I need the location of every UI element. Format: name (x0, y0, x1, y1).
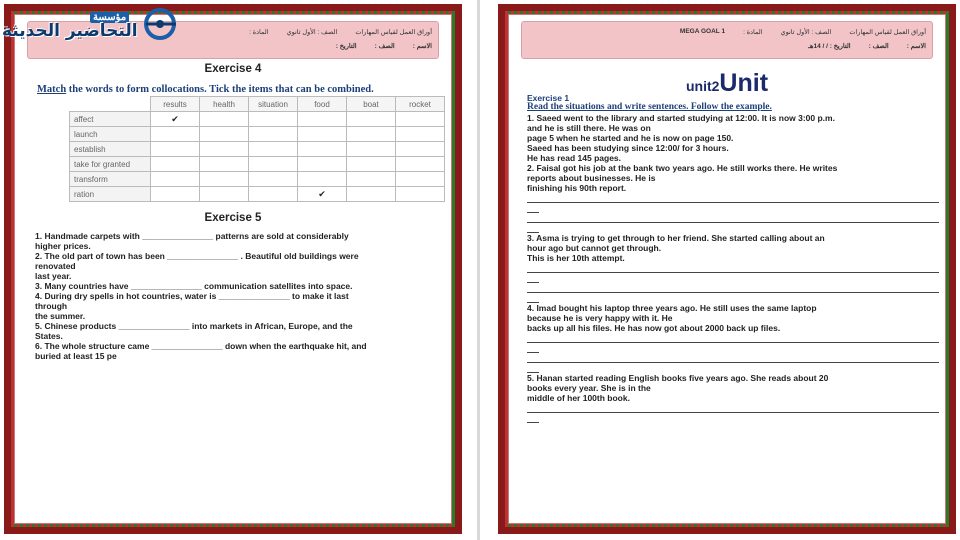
tick-cell[interactable] (396, 157, 445, 172)
tick-cell[interactable] (396, 142, 445, 157)
column-header: situation (249, 97, 298, 112)
tick-cell[interactable] (249, 187, 298, 202)
tick-cell[interactable] (200, 157, 249, 172)
tick-cell[interactable] (298, 157, 347, 172)
tick-cell[interactable] (200, 127, 249, 142)
exercise-line: 4. Imad bought his laptop three years ago. He still uses the same laptop (527, 303, 817, 313)
table-row (70, 127, 445, 142)
exercise-line: hour ago but cannot get through. (527, 243, 662, 253)
answer-line[interactable] (527, 213, 939, 223)
instruction-keyword: Match (37, 84, 67, 95)
column-header: health (200, 97, 249, 112)
tick-cell[interactable] (151, 187, 200, 202)
table-row (70, 157, 445, 172)
exercise-line: higher prices. (35, 241, 91, 251)
exercise-line: and he is still there. He was on (527, 123, 651, 133)
header-field: أوراق العمل لقياس المهارات (849, 29, 926, 36)
column-header: food (298, 97, 347, 112)
header-field: الاسم : (906, 43, 926, 50)
tick-cell[interactable] (200, 142, 249, 157)
tick-cell[interactable] (396, 187, 445, 202)
tick-cell[interactable] (151, 142, 200, 157)
worksheet-page-left (4, 4, 462, 534)
row-word: affect (70, 112, 151, 127)
header-row (528, 42, 926, 50)
exercise-line: Saeed has been studying since 12:00/ for 3 hours. (527, 143, 729, 153)
row-word: take for granted (70, 157, 151, 172)
tick-cell[interactable] (249, 172, 298, 187)
exercise-4-title: Exercise 4 (204, 63, 262, 75)
tick-cell[interactable] (249, 112, 298, 127)
exercise-line: 3. Asma is trying to get through to her friend. She started calling about an (527, 233, 825, 243)
exercise-line: renovated (35, 261, 76, 271)
tick-cell[interactable] (347, 127, 396, 142)
header-course: MEGA GOAL 1 (679, 28, 726, 35)
header-field: الصف : الأول ثانوي (286, 29, 338, 36)
exercise-line: middle of her 100th book. (527, 393, 630, 403)
table-row (70, 142, 445, 157)
header-row (528, 28, 926, 36)
tick-cell[interactable] (200, 172, 249, 187)
tick-cell[interactable] (151, 157, 200, 172)
exercise-line: He has read 145 pages. (527, 153, 622, 163)
page-content (508, 14, 946, 524)
logo-subtitle: مؤسسة (90, 12, 129, 23)
answer-line[interactable] (527, 263, 939, 273)
exercise-line: 6. The whole structure came _______________ down when the earthquake hit, and (35, 341, 367, 351)
exercise-line: through (35, 301, 68, 311)
publisher-logo (0, 2, 186, 48)
answer-line[interactable] (527, 223, 539, 233)
instruction-text: the words to form collocations. Tick the items that can be combined. (66, 84, 374, 95)
exercise-line: the summer. (35, 311, 86, 321)
logo-title: التحاضير الحديثة (2, 21, 138, 41)
exercise-line: 1. Handmade carpets with _______________ patterns are sold at considerably (35, 231, 349, 241)
table-row (70, 187, 445, 202)
exercise-line: 5. Chinese products _______________ into markets in African, Europe, and the (35, 321, 353, 331)
exercise-line: 2. Faisal got his job at the bank two years ago. He still works there. He writes (527, 163, 838, 173)
tick-cell[interactable] (347, 187, 396, 202)
collocation-table (69, 96, 445, 202)
tick-cell[interactable] (200, 112, 249, 127)
row-word: transform (70, 172, 151, 187)
exercise-line: buried at least 15 pe (35, 351, 117, 361)
tick-cell[interactable] (200, 187, 249, 202)
tick-cell[interactable] (298, 142, 347, 157)
tick-cell[interactable] (298, 127, 347, 142)
column-header: rocket (396, 97, 445, 112)
exercise-5-text (35, 231, 440, 361)
exercise-line: States. (35, 331, 63, 341)
exercise-line: last year. (35, 271, 72, 281)
tick-cell[interactable] (396, 127, 445, 142)
tick-cell[interactable] (396, 112, 445, 127)
answer-line[interactable] (527, 413, 539, 423)
exercise-1-text (527, 113, 939, 423)
tick-cell[interactable] (249, 142, 298, 157)
page-header (521, 21, 933, 59)
table-corner (70, 97, 151, 112)
exercise-5-title: Exercise 5 (204, 212, 262, 224)
header-field: الصف : الأول ثانوي (780, 29, 832, 36)
header-field: الصف : (374, 43, 395, 50)
row-word: launch (70, 127, 151, 142)
exercise-line: This is her 10th attempt. (527, 253, 625, 263)
unit-number: unit2 (685, 78, 720, 94)
answer-line[interactable] (527, 193, 939, 203)
exercise-line: reports about businesses. He is (527, 173, 656, 183)
header-field: الصف : (868, 43, 889, 50)
exercise-1-instruction: Read the situations and write sentences. Follow the example. (527, 102, 772, 112)
tick-cell[interactable] (151, 172, 200, 187)
tick-cell[interactable] (396, 172, 445, 187)
unit-word: Unit (719, 69, 769, 97)
table-row (70, 112, 445, 127)
answer-line[interactable] (527, 203, 539, 213)
header-field: التاريخ : (335, 43, 357, 50)
answer-line[interactable] (527, 363, 539, 373)
header-field: المادة : (249, 29, 269, 36)
header-field: أوراق العمل لقياس المهارات (355, 29, 432, 36)
answer-line[interactable] (527, 353, 939, 363)
tick-cell[interactable] (298, 112, 347, 127)
answer-line[interactable] (527, 273, 539, 283)
column-header: boat (347, 97, 396, 112)
page-content (14, 14, 452, 524)
tick-cell[interactable]: ✔ (151, 112, 200, 127)
exercise-line: 2. The old part of town has been _______________ . Beautiful old buildings were (35, 251, 359, 261)
header-field: التاريخ : / / 14هـ (808, 43, 851, 50)
exercise-line: 1. Saeed went to the library and started studying at 12:00. It is now 3:00 p.m. (527, 113, 835, 123)
tick-cell[interactable] (249, 157, 298, 172)
row-word: establish (70, 142, 151, 157)
table-row (70, 172, 445, 187)
column-header: results (151, 97, 200, 112)
page-divider (477, 0, 480, 540)
tick-cell[interactable] (249, 127, 298, 142)
tick-cell[interactable] (298, 172, 347, 187)
tick-cell[interactable]: ✔ (298, 187, 347, 202)
exercise-line: finishing his 90th report. (527, 183, 627, 193)
exercise-line: because he is very happy with it. He (527, 313, 673, 323)
tick-cell[interactable] (347, 112, 396, 127)
tick-cell[interactable] (347, 157, 396, 172)
row-word: ration (70, 187, 151, 202)
header-field: المادة : (743, 29, 763, 36)
exercise-4-instruction (37, 84, 374, 95)
tick-cell[interactable] (151, 127, 200, 142)
exercise-line: page 5 when he started and he is now on page 150. (527, 133, 734, 143)
answer-line[interactable] (527, 403, 939, 413)
answer-line[interactable] (527, 293, 539, 303)
answer-line[interactable] (527, 343, 539, 353)
exercise-1-title: Exercise 1 (527, 93, 570, 103)
header-field: الاسم : (412, 43, 432, 50)
exercise-line: 5. Hanan started reading English books five years ago. She reads about 20 (527, 373, 829, 383)
exercise-line: backs up all his files. He has now got about 2000 back up files. (527, 323, 781, 333)
tick-cell[interactable] (347, 172, 396, 187)
exercise-line: 4. During dry spells in hot countries, water is _______________ to make it last (35, 291, 349, 301)
exercise-line: 3. Many countries have _______________ communication satellites into space. (35, 281, 353, 291)
tick-cell[interactable] (347, 142, 396, 157)
answer-line[interactable] (527, 333, 939, 343)
worksheet-page-right (498, 4, 956, 534)
answer-line[interactable] (527, 283, 939, 293)
exercise-line: books every year. She is in the (527, 383, 651, 393)
table-header-row (70, 97, 445, 112)
